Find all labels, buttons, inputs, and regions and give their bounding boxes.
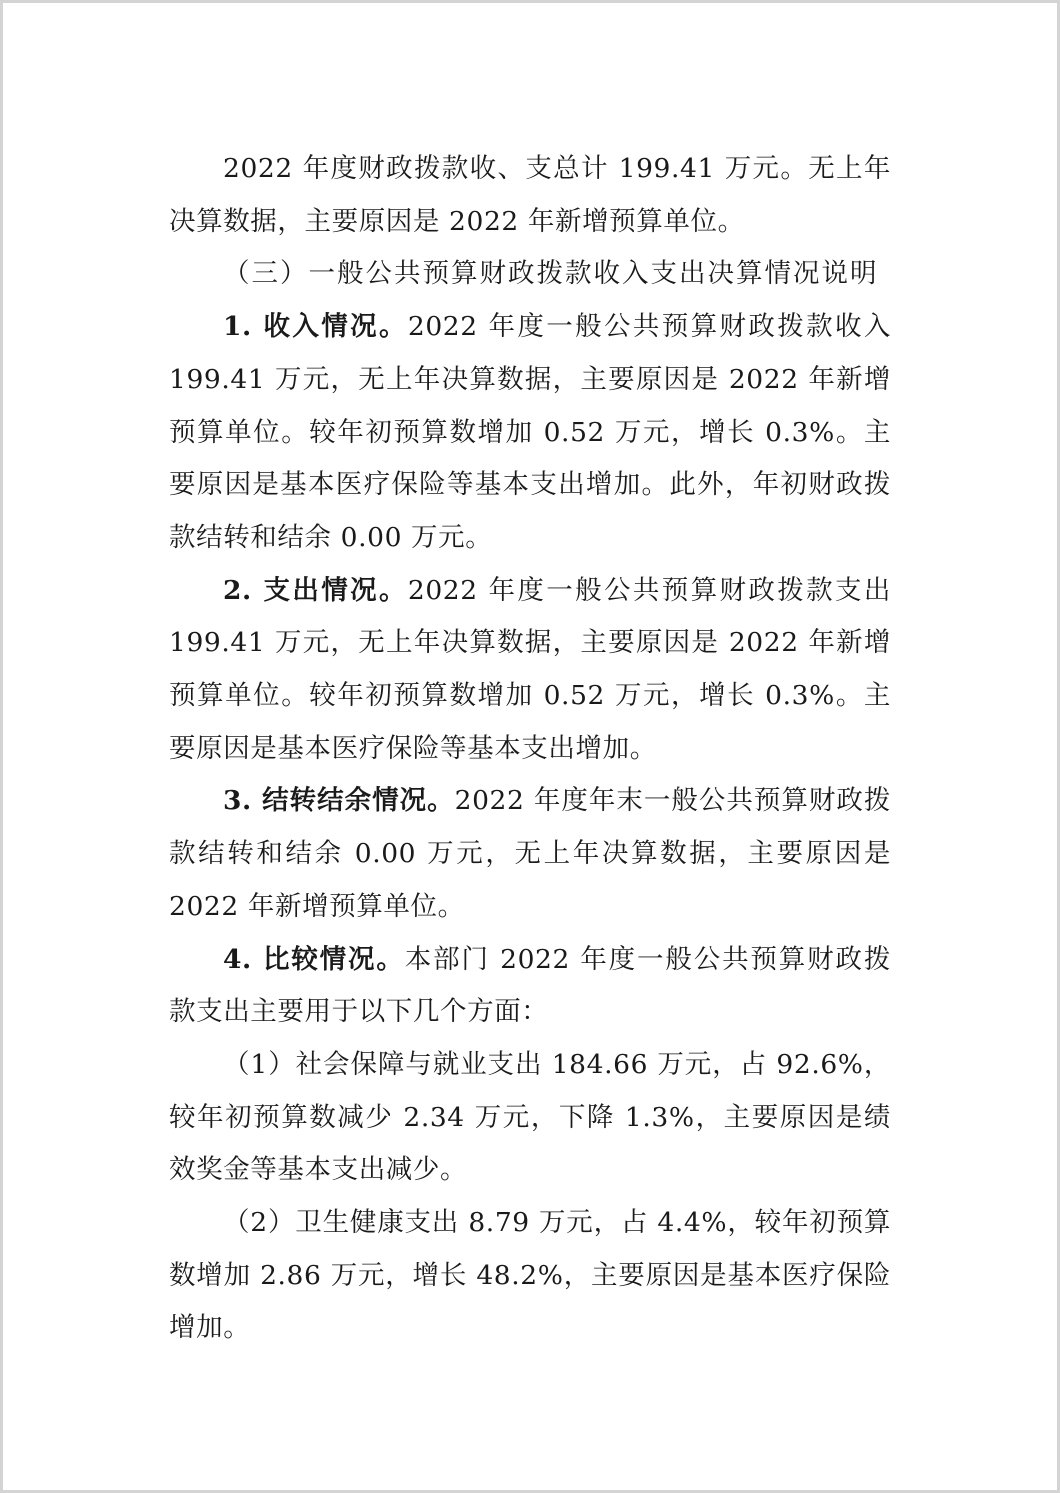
- paragraph-comparison: [169, 934, 891, 1039]
- paragraph-carryover: [169, 775, 891, 933]
- income-text: 2022 年度一般公共预算财政拨款收入 199.41 万元，无上年决算数据，主要原因是 2022 年新增预算单位。较年初预算数增加 0.52 万元，增长 0.3%。主要原因是基本医疗保险等基本支出增加。此外，年初财政拨款结转和结余 0.00 万元。: [169, 311, 891, 553]
- paragraph-total: 2022 年度财政拨款收、支总计 199.41 万元。无上年决算数据，主要原因是 2022 年新增预算单位。: [169, 153, 891, 237]
- paragraph-income: [169, 301, 891, 565]
- expense-label: 2. 支出情况。: [223, 574, 408, 606]
- income-label: 1. 收入情况。: [223, 311, 408, 343]
- paragraph-item-2: （2）卫生健康支出 8.79 万元，占 4.4%，较年初预算数增加 2.86 万元，增长 48.2%，主要原因是基本医疗保险增加。: [169, 1207, 891, 1344]
- expense-text: 2022 年度一般公共预算财政拨款支出 199.41 万元，无上年决算数据，主要原因是 2022 年新增预算单位。较年初预算数增加 0.52 万元，增长 0.3%。主要原因是基本医疗保险等基本支出增加。: [169, 574, 891, 764]
- paragraph-expense: [169, 565, 891, 776]
- carryover-text: 2022 年度年末一般公共预算财政拨款结转和结余 0.00 万元，无上年决算数据，主要原因是 2022 年新增预算单位。: [169, 785, 891, 922]
- comparison-label: 4. 比较情况。: [223, 943, 405, 975]
- paragraph-item-1: （1）社会保障与就业支出 184.66 万元，占 92.6%，较年初预算数减少 2.34 万元，下降 1.3%，主要原因是绩效奖金等基本支出减少。: [169, 1048, 891, 1186]
- carryover-label: 3. 结转结余情况。: [223, 785, 455, 817]
- section-heading-3: （三）一般公共预算财政拨款收入支出决算情况说明: [223, 258, 879, 290]
- document-body: [169, 143, 891, 1355]
- comparison-text: 本部门 2022 年度一般公共预算财政拨款支出主要用于以下几个方面：: [169, 943, 891, 1028]
